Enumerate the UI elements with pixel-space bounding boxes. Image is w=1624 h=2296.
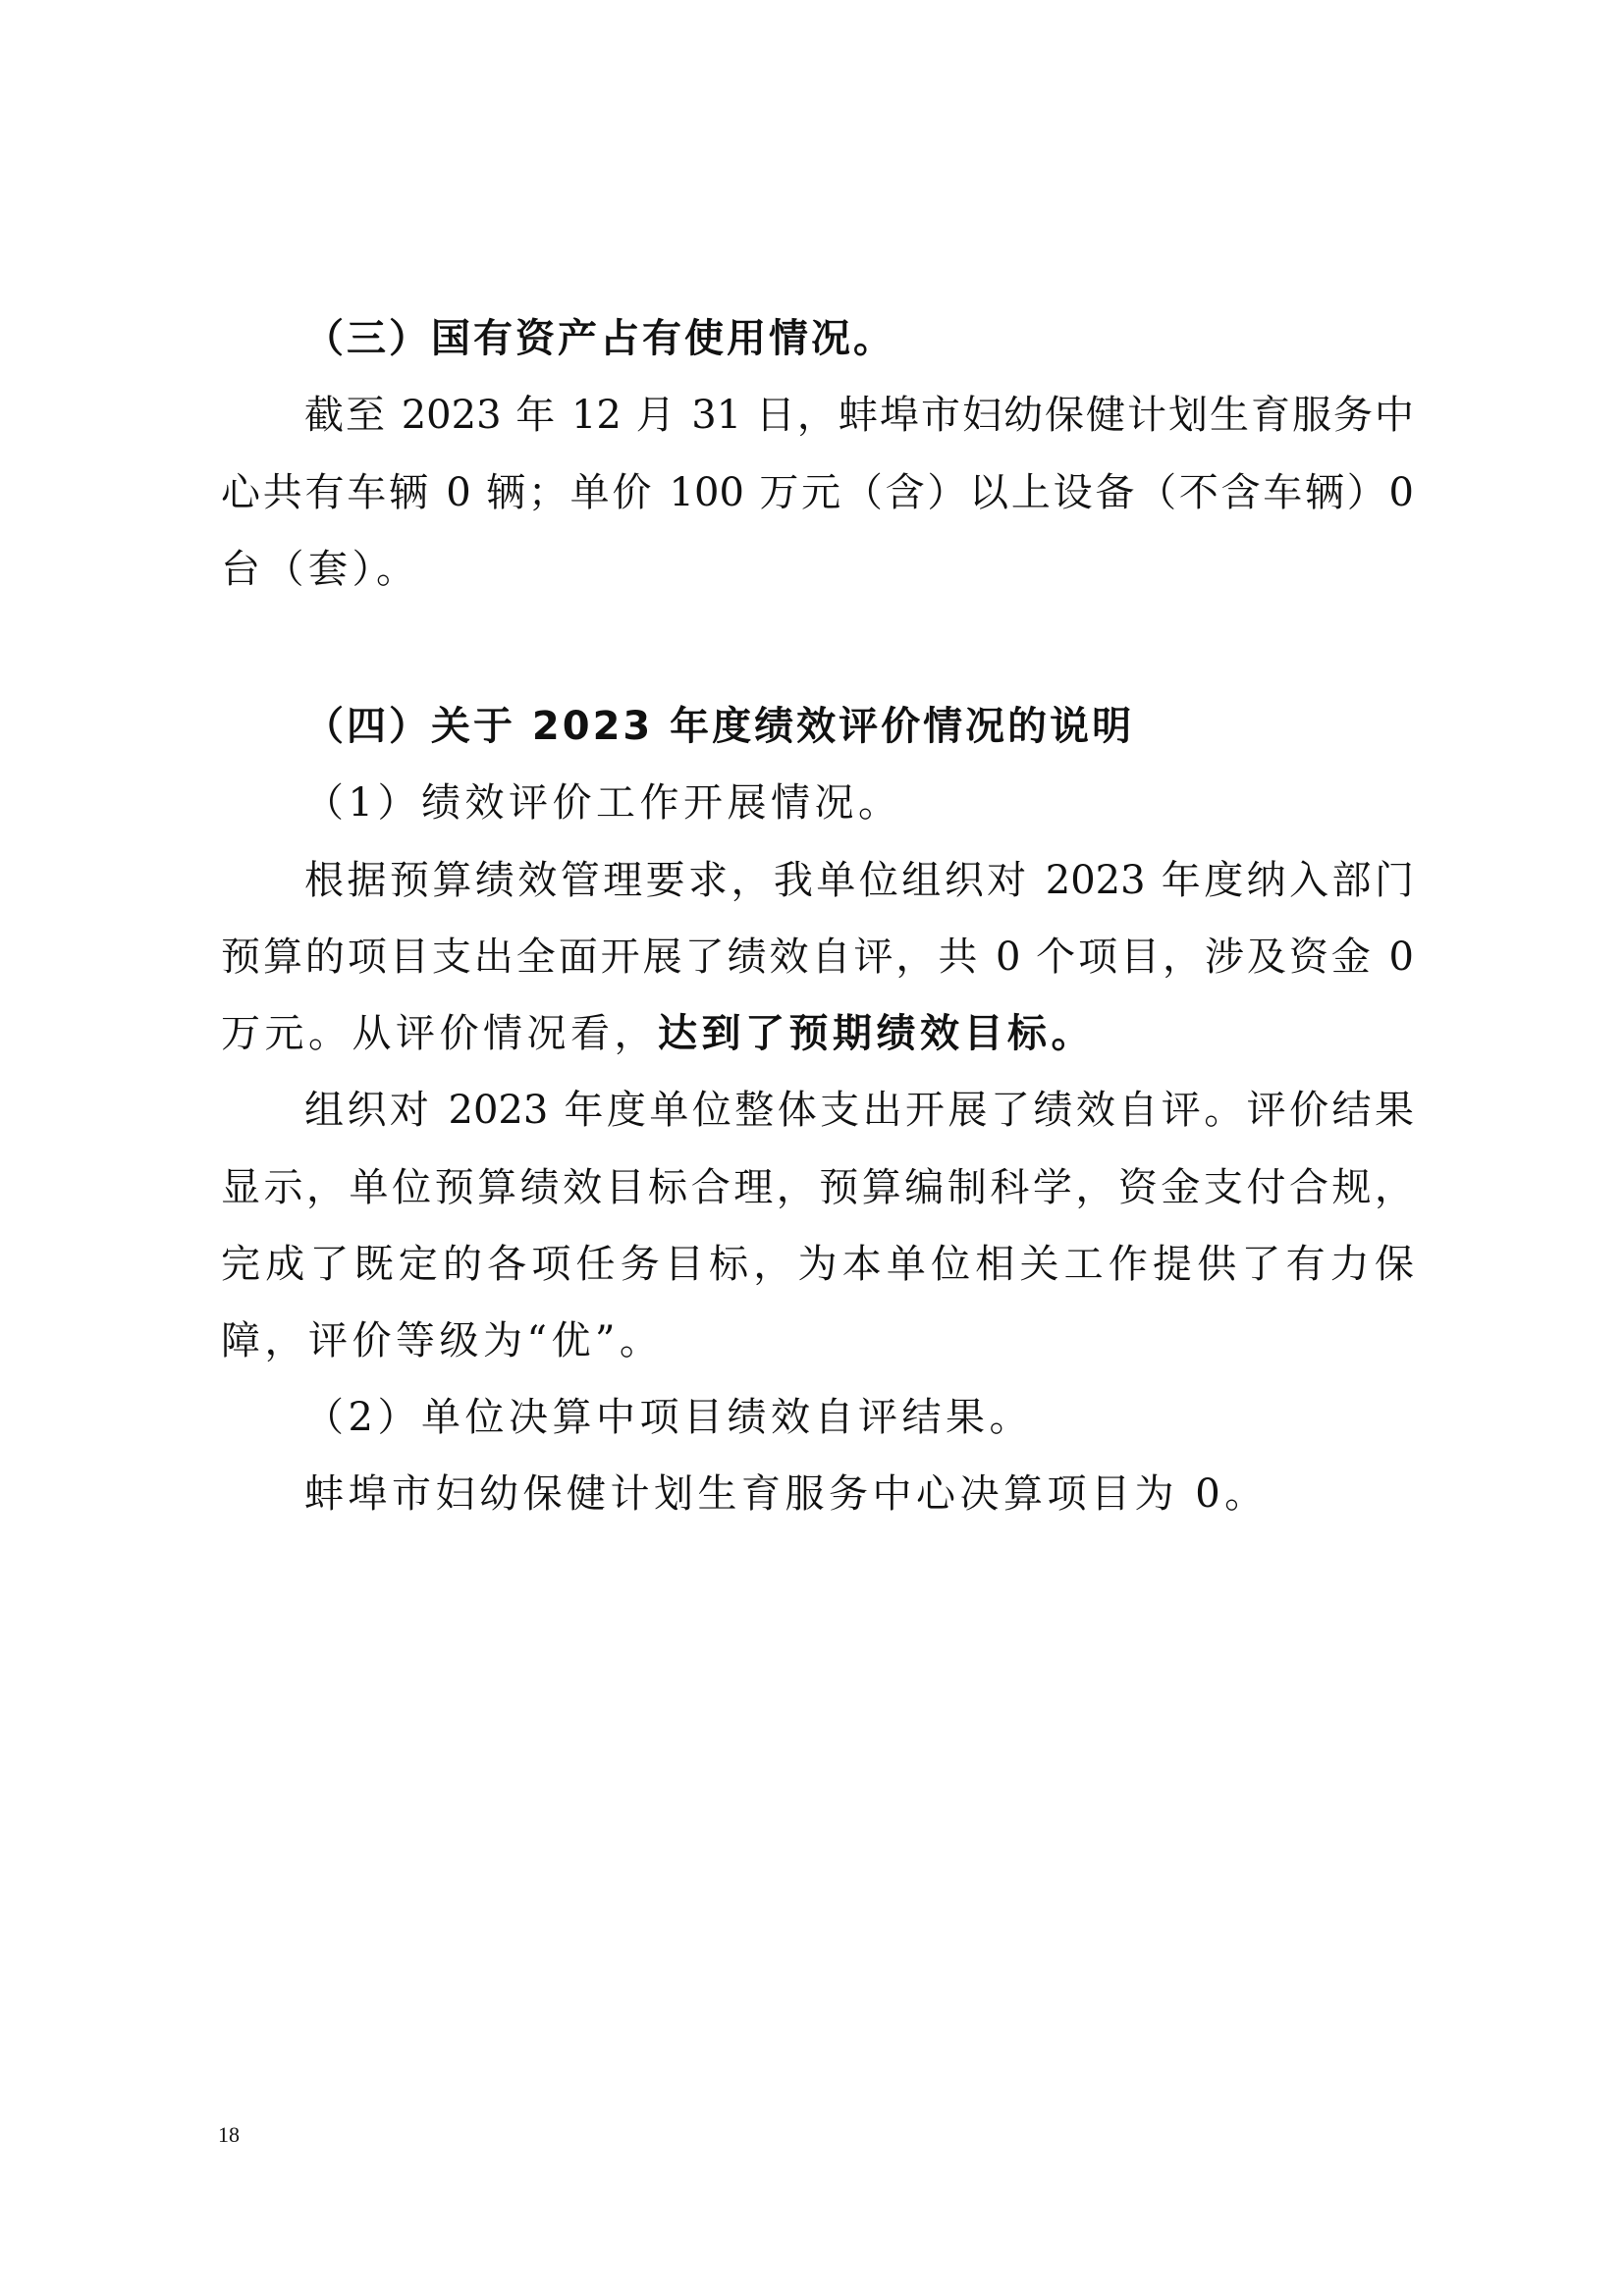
paragraph-line: 显示，单位预算绩效目标合理，预算编制科学，资金支付合规，: [221, 1165, 1414, 1210]
paragraph-line: 组织对 2023 年度单位整体支出开展了绩效自评。评价结果: [304, 1088, 1414, 1133]
section-heading-state-assets: （三）国有资产占有使用情况。: [304, 316, 895, 361]
paragraph-line: 障，评价等级为“优”。: [221, 1318, 664, 1363]
paragraph-line: 根据预算绩效管理要求，我单位组织对 2023 年度纳入部门: [304, 858, 1414, 903]
paragraph-line: 心共有车辆 0 辆；单价 100 万元（含）以上设备（不含车辆）0: [221, 470, 1414, 515]
paragraph-line: 预算的项目支出全面开展了绩效自评，共 0 个项目，涉及资金 0: [221, 934, 1414, 980]
bold-conclusion-text: 达到了预期绩效目标。: [658, 1011, 1095, 1056]
section-heading-performance-evaluation: （四）关于 2023 年度绩效评价情况的说明: [304, 704, 1135, 749]
subsection-heading-evaluation-work: （1）绩效评价工作开展情况。: [304, 780, 902, 826]
paragraph-text: 万元。从评价情况看，: [221, 1011, 658, 1056]
subsection-heading-project-results: （2）单位决算中项目绩效自评结果。: [304, 1395, 1033, 1440]
page-number: 18: [218, 2122, 240, 2147]
paragraph-line: 蚌埠市妇幼保健计划生育服务中心决算项目为 0。: [304, 1471, 1269, 1517]
paragraph-line: 截至 2023 年 12 月 31 日，蚌埠市妇幼保健计划生育服务中: [304, 393, 1414, 438]
paragraph-line: 完成了既定的各项任务目标，为本单位相关工作提供了有力保: [221, 1242, 1414, 1287]
paragraph-line: 台（套）。: [221, 547, 420, 592]
paragraph-line: [221, 1008, 1414, 1059]
